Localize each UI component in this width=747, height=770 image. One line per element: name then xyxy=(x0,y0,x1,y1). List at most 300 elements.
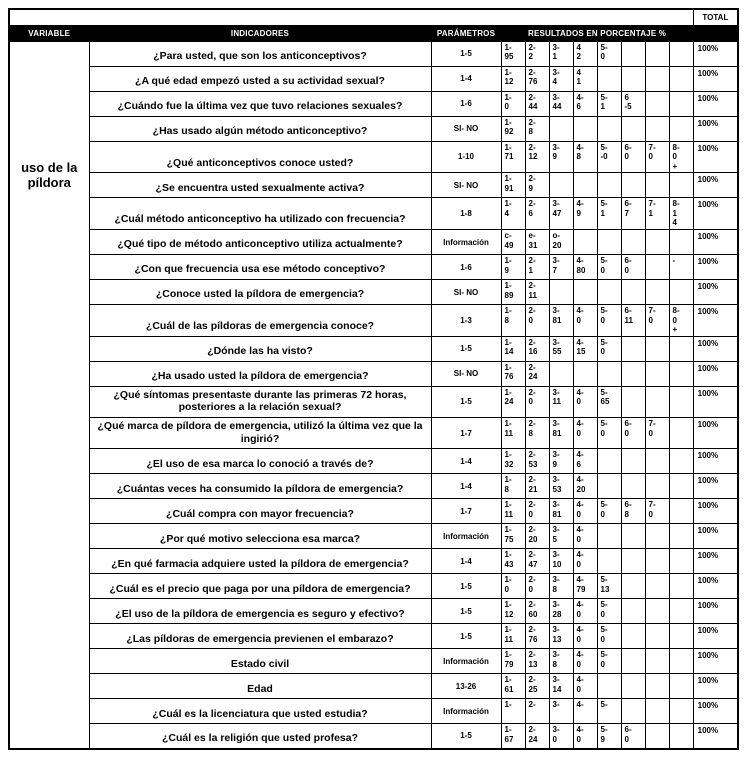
result-cell xyxy=(549,386,573,417)
indicator-cell: ¿Las píldoras de emergencia previenen el embarazo? xyxy=(89,624,431,649)
result-cell xyxy=(549,699,573,724)
result-cell xyxy=(597,599,621,624)
result-cell xyxy=(501,386,525,417)
result-line: 3- xyxy=(552,306,560,316)
result-line: 3- xyxy=(552,256,560,266)
result-line: -0 xyxy=(600,152,608,162)
result-line: 21 xyxy=(528,484,538,494)
total-cell: 100% xyxy=(693,474,738,499)
result-line: 9 xyxy=(528,183,533,193)
result-cell xyxy=(597,449,621,474)
result-cell xyxy=(597,255,621,280)
results-table xyxy=(8,8,739,750)
result-line: 0 xyxy=(528,584,533,594)
result-cell xyxy=(621,41,645,66)
result-cell xyxy=(645,336,669,361)
result-line: 4 xyxy=(504,208,509,218)
result-line: 1- xyxy=(504,650,512,660)
param-cell: Información xyxy=(431,524,501,549)
result-line: 47 xyxy=(528,559,538,569)
result-cell xyxy=(501,230,525,255)
result-cell xyxy=(549,724,573,749)
result-line: 1- xyxy=(504,67,512,77)
result-cell xyxy=(669,549,693,574)
result-line: 1- xyxy=(504,142,512,152)
result-line: 76 xyxy=(504,372,514,382)
result-cell xyxy=(525,116,549,141)
result-line: 3- xyxy=(552,600,560,610)
result-cell xyxy=(597,649,621,674)
table-row xyxy=(9,574,738,599)
result-line: 12 xyxy=(528,152,538,162)
param-cell: SI- NO xyxy=(431,361,501,386)
result-cell xyxy=(549,599,573,624)
indicator-cell: ¿A qué edad empezó usted a su actividad sexual? xyxy=(89,66,431,91)
result-line: 79 xyxy=(504,659,514,669)
result-line: 4- xyxy=(576,700,584,710)
result-line: 80 xyxy=(576,265,586,275)
result-line: 0 xyxy=(576,534,581,544)
result-line: 5- xyxy=(600,42,608,52)
total-cell: 100% xyxy=(693,66,738,91)
result-line: 0 xyxy=(624,428,629,438)
table-row xyxy=(9,474,738,499)
result-cell xyxy=(573,549,597,574)
result-line: 1 xyxy=(528,265,533,275)
result-line: 11 xyxy=(504,428,513,438)
result-cell xyxy=(573,674,597,699)
result-line: 3- xyxy=(552,450,560,460)
result-cell xyxy=(645,66,669,91)
total-column-header: TOTAL xyxy=(693,9,738,25)
result-line: 95 xyxy=(504,52,514,62)
result-cell xyxy=(549,198,573,230)
indicator-cell: ¿Qué anticonceptivos conoce usted? xyxy=(89,141,431,173)
result-cell xyxy=(501,524,525,549)
result-line: 44 xyxy=(552,102,562,112)
result-line: 0 xyxy=(600,634,605,644)
result-line: 0 xyxy=(576,509,581,519)
result-line: 0 xyxy=(600,347,605,357)
result-line: 4- xyxy=(576,142,584,152)
result-line: 2- xyxy=(528,142,536,152)
result-cell xyxy=(573,624,597,649)
result-cell xyxy=(501,449,525,474)
result-line: 2- xyxy=(528,525,536,535)
result-cell xyxy=(621,724,645,749)
param-cell: 1-5 xyxy=(431,724,501,749)
result-line: 3- xyxy=(552,142,560,152)
result-cell xyxy=(597,41,621,66)
param-cell: 13-26 xyxy=(431,674,501,699)
table-row xyxy=(9,418,738,449)
result-line: 1 xyxy=(576,77,581,87)
result-line: 0 xyxy=(600,428,605,438)
total-cell: 100% xyxy=(693,173,738,198)
result-line: 3- xyxy=(552,42,560,52)
result-line: 13 xyxy=(600,584,610,594)
result-cell xyxy=(573,66,597,91)
result-line: 7- xyxy=(648,306,656,316)
result-cell xyxy=(669,449,693,474)
total-cell: 100% xyxy=(693,141,738,173)
result-cell xyxy=(669,173,693,198)
result-cell xyxy=(597,230,621,255)
result-cell xyxy=(525,66,549,91)
result-line: 11 xyxy=(552,397,561,407)
result-line: 12 xyxy=(504,609,514,619)
param-cell: Información xyxy=(431,649,501,674)
result-cell xyxy=(645,674,669,699)
result-line: 14 xyxy=(504,347,514,357)
table-row xyxy=(9,305,738,337)
result-cell xyxy=(645,305,669,337)
table-row xyxy=(9,198,738,230)
result-line: 3- xyxy=(552,337,560,347)
result-line: 44 xyxy=(528,102,538,112)
result-cell xyxy=(621,230,645,255)
result-line: 10 xyxy=(552,559,562,569)
result-cell xyxy=(525,449,549,474)
result-cell xyxy=(525,386,549,417)
result-cell xyxy=(501,361,525,386)
indicator-cell: ¿Qué síntomas presentaste durante las primeras 72 horas, posteriores a la relación sexual? xyxy=(89,386,431,417)
result-line: 6- xyxy=(624,500,632,510)
result-cell xyxy=(573,173,597,198)
result-cell xyxy=(621,524,645,549)
result-line: 1- xyxy=(504,92,512,102)
total-cell: 100% xyxy=(693,305,738,337)
result-line: 3- xyxy=(552,700,560,710)
result-line: 0 xyxy=(600,265,605,275)
result-cell xyxy=(549,41,573,66)
result-line: 5- xyxy=(600,419,608,429)
result-line: 0 xyxy=(672,152,677,162)
result-cell xyxy=(645,449,669,474)
result-line: 0 xyxy=(528,397,533,407)
result-cell xyxy=(621,336,645,361)
result-line: 5- xyxy=(600,625,608,635)
result-cell xyxy=(525,524,549,549)
result-cell xyxy=(549,549,573,574)
result-cell xyxy=(573,449,597,474)
result-line: 71 xyxy=(504,152,514,162)
result-line: 4- xyxy=(576,306,584,316)
result-line: 8 xyxy=(624,509,629,519)
total-cell: 100% xyxy=(693,649,738,674)
result-cell xyxy=(645,116,669,141)
result-line: 5- xyxy=(600,725,608,735)
result-line: 6- xyxy=(624,142,632,152)
result-cell xyxy=(573,474,597,499)
result-line: 75 xyxy=(504,534,514,544)
result-cell xyxy=(549,66,573,91)
param-cell: SI- NO xyxy=(431,280,501,305)
result-cell xyxy=(645,724,669,749)
result-cell xyxy=(669,66,693,91)
total-cell: 100% xyxy=(693,255,738,280)
result-cell xyxy=(573,649,597,674)
result-line: 1- xyxy=(504,306,512,316)
result-line: 24 xyxy=(528,734,538,744)
result-cell xyxy=(645,41,669,66)
result-cell xyxy=(669,198,693,230)
indicator-cell: ¿Has usado algún método anticonceptivo? xyxy=(89,116,431,141)
result-line: 0 xyxy=(600,315,605,325)
result-cell xyxy=(525,198,549,230)
result-line: 0 xyxy=(576,684,581,694)
indicator-cell: ¿Cuál es la religión que usted profesa? xyxy=(89,724,431,749)
result-line: 0 xyxy=(504,584,509,594)
total-cell: 100% xyxy=(693,449,738,474)
result-cell xyxy=(525,141,549,173)
result-line: 6 xyxy=(624,92,629,102)
result-line: 4 xyxy=(576,42,581,52)
table-row xyxy=(9,41,738,66)
column-header-row xyxy=(9,25,738,41)
result-cell xyxy=(645,230,669,255)
result-cell xyxy=(669,336,693,361)
table-row xyxy=(9,230,738,255)
result-cell xyxy=(645,524,669,549)
param-cell: 1-5 xyxy=(431,624,501,649)
result-line: 8 xyxy=(552,659,557,669)
result-cell xyxy=(645,386,669,417)
result-line: 2- xyxy=(528,600,536,610)
result-cell xyxy=(525,574,549,599)
result-cell xyxy=(645,91,669,116)
param-cell: 1-4 xyxy=(431,549,501,574)
table-row xyxy=(9,361,738,386)
result-line: 3- xyxy=(552,387,560,397)
result-cell xyxy=(549,674,573,699)
result-line: 24 xyxy=(528,372,538,382)
result-line: 2 xyxy=(528,52,533,62)
indicator-cell: ¿Se encuentra usted sexualmente activa? xyxy=(89,173,431,198)
result-line: 0 xyxy=(648,152,653,162)
result-line: 1- xyxy=(504,675,512,685)
result-line: 0 xyxy=(624,734,629,744)
indicator-cell: ¿En qué farmacia adquiere usted la píldora de emergencia? xyxy=(89,549,431,574)
table-row xyxy=(9,280,738,305)
result-line: 2- xyxy=(528,117,536,127)
result-cell xyxy=(645,361,669,386)
result-line: 2- xyxy=(528,362,536,372)
result-cell xyxy=(621,699,645,724)
param-cell: 1-4 xyxy=(431,449,501,474)
result-cell xyxy=(597,574,621,599)
result-line: 1- xyxy=(504,117,512,127)
result-line: 2- xyxy=(528,475,536,485)
result-line: 1- xyxy=(504,337,512,347)
table-body xyxy=(9,41,738,749)
result-line: 9 xyxy=(552,459,557,469)
result-cell xyxy=(645,499,669,524)
table-row xyxy=(9,599,738,624)
result-cell xyxy=(669,524,693,549)
result-line: 76 xyxy=(528,634,538,644)
result-line: 1- xyxy=(504,362,512,372)
indicator-cell: ¿Qué marca de píldora de emergencia, utilizó la última vez que la ingirió? xyxy=(89,418,431,449)
result-cell xyxy=(645,649,669,674)
result-line: 81 xyxy=(552,509,562,519)
result-line: 2- xyxy=(528,450,536,460)
result-line: 4- xyxy=(576,650,584,660)
result-line: 8- xyxy=(672,142,680,152)
result-line: + xyxy=(672,325,678,335)
result-cell xyxy=(597,336,621,361)
result-line: 7- xyxy=(648,419,656,429)
result-cell xyxy=(573,361,597,386)
total-cell: 100% xyxy=(693,198,738,230)
result-cell xyxy=(525,336,549,361)
result-line: 1- xyxy=(504,525,512,535)
result-cell xyxy=(573,336,597,361)
result-line: 7 xyxy=(624,208,629,218)
result-line: 1- xyxy=(504,700,512,710)
result-cell xyxy=(669,141,693,173)
param-cell: 1-4 xyxy=(431,474,501,499)
table-row xyxy=(9,116,738,141)
result-line: 9 xyxy=(600,734,605,744)
result-cell xyxy=(525,724,549,749)
result-line: 1 xyxy=(672,208,677,218)
result-cell xyxy=(501,141,525,173)
result-cell xyxy=(597,280,621,305)
result-line: 81 xyxy=(552,428,562,438)
result-line: 89 xyxy=(504,290,514,300)
result-cell xyxy=(549,255,573,280)
result-line: 8 xyxy=(528,127,533,137)
result-cell xyxy=(597,724,621,749)
result-cell xyxy=(549,474,573,499)
result-line: 2- xyxy=(528,256,536,266)
result-line: 53 xyxy=(552,484,562,494)
result-cell xyxy=(621,599,645,624)
param-cell: 1-6 xyxy=(431,91,501,116)
result-line: 5 xyxy=(552,534,557,544)
result-cell xyxy=(573,41,597,66)
total-cell: 100% xyxy=(693,418,738,449)
result-cell xyxy=(597,699,621,724)
result-cell xyxy=(597,116,621,141)
result-cell xyxy=(669,724,693,749)
result-line: 2- xyxy=(528,42,536,52)
result-cell xyxy=(501,624,525,649)
result-line: 4- xyxy=(576,337,584,347)
result-line: 0 xyxy=(576,609,581,619)
result-cell xyxy=(669,116,693,141)
result-line: 5- xyxy=(600,256,608,266)
table-row xyxy=(9,549,738,574)
result-cell xyxy=(525,549,549,574)
result-line: 28 xyxy=(552,609,562,619)
result-cell xyxy=(549,91,573,116)
result-cell xyxy=(597,386,621,417)
result-cell xyxy=(573,418,597,449)
result-cell xyxy=(621,116,645,141)
result-line: 14 xyxy=(552,684,562,694)
indicator-cell: ¿El uso de esa marca lo conoció a través de? xyxy=(89,449,431,474)
result-cell xyxy=(525,255,549,280)
table-row xyxy=(9,91,738,116)
result-cell xyxy=(669,624,693,649)
result-line: 1- xyxy=(504,199,512,209)
result-cell xyxy=(525,599,549,624)
total-cell: 100% xyxy=(693,116,738,141)
result-cell xyxy=(525,230,549,255)
table-row xyxy=(9,524,738,549)
result-line: 5- xyxy=(600,306,608,316)
result-cell xyxy=(525,280,549,305)
result-cell xyxy=(597,624,621,649)
result-line: 25 xyxy=(528,684,538,694)
result-line: 24 xyxy=(504,397,514,407)
result-line: 5- xyxy=(600,600,608,610)
result-cell xyxy=(573,386,597,417)
indicator-cell: Estado civil xyxy=(89,649,431,674)
result-cell xyxy=(501,699,525,724)
result-line: 79 xyxy=(576,584,586,594)
result-line: 3- xyxy=(552,475,560,485)
result-line: 91 xyxy=(504,183,514,193)
result-cell xyxy=(621,499,645,524)
indicator-cell: ¿Cuántas veces ha consumido la píldora de emergencia? xyxy=(89,474,431,499)
table-row xyxy=(9,336,738,361)
result-line: 1- xyxy=(504,387,512,397)
result-line: 1- xyxy=(504,600,512,610)
result-line: 7- xyxy=(648,500,656,510)
result-line: 13 xyxy=(528,659,538,669)
param-cell: 1-7 xyxy=(431,418,501,449)
result-line: 4 xyxy=(576,67,581,77)
total-cell: 100% xyxy=(693,361,738,386)
result-cell xyxy=(669,386,693,417)
result-line: -5 xyxy=(624,102,632,112)
result-line: 5- xyxy=(600,337,608,347)
result-line: 60 xyxy=(528,609,538,619)
total-cell: 100% xyxy=(693,230,738,255)
table-row xyxy=(9,386,738,417)
result-line: 2- xyxy=(528,500,536,510)
result-cell xyxy=(573,599,597,624)
result-line: 2- xyxy=(528,625,536,635)
result-line: 1- xyxy=(504,550,512,560)
indicators-column-header: INDICADORES xyxy=(89,25,431,41)
result-line: 0 xyxy=(528,315,533,325)
result-cell xyxy=(501,418,525,449)
result-line: 3- xyxy=(552,675,560,685)
result-line: 6- xyxy=(624,199,632,209)
result-line: 1 xyxy=(648,208,653,218)
result-line: 3- xyxy=(552,550,560,560)
result-line: 1 xyxy=(600,208,605,218)
indicator-cell: Edad xyxy=(89,674,431,699)
result-cell xyxy=(501,198,525,230)
result-line: 11 xyxy=(528,290,537,300)
result-line: 13 xyxy=(552,634,562,644)
result-cell xyxy=(573,116,597,141)
result-cell xyxy=(669,474,693,499)
result-line: 1- xyxy=(504,281,512,291)
result-cell xyxy=(621,141,645,173)
indicator-cell: ¿Para usted, que son los anticonceptivos? xyxy=(89,41,431,66)
result-line: 76 xyxy=(528,77,538,87)
result-cell xyxy=(621,305,645,337)
result-line: 6 xyxy=(528,208,533,218)
result-line: 0 xyxy=(624,265,629,275)
param-cell: 1-5 xyxy=(431,336,501,361)
